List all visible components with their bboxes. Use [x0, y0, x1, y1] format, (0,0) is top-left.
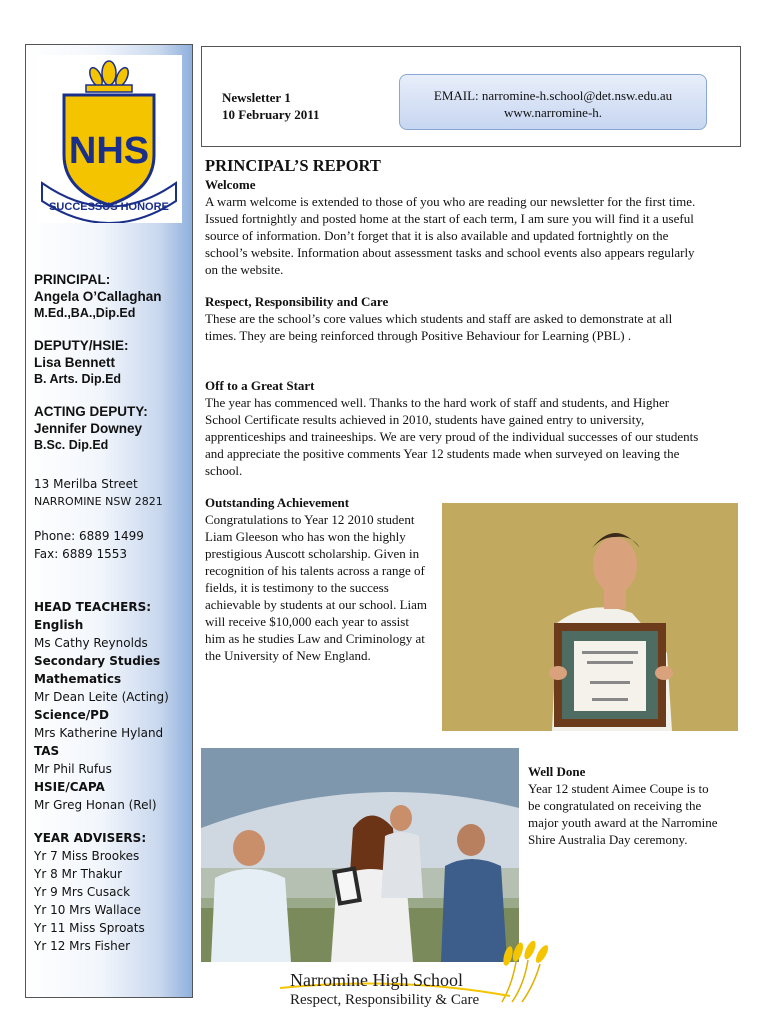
school-address [34, 475, 194, 511]
head-teacher-faculty: HSIE/CAPA [34, 780, 105, 794]
start-body: The year has commenced well. Thanks to the hard work of staff and students, and Higher School Certificate results achieved in 2010, students have gained entry to university, apprenticeships and traineeships. We are very proud of the individual successes of our students and appreciate the positive comments Year 12 students made when surveyed on leaving the school. [205, 395, 699, 478]
year-adviser-item: Yr 8 Mr Thakur [34, 867, 123, 881]
welcome-section [205, 176, 705, 278]
newsletter-header [201, 46, 741, 147]
head-teacher-name: Mrs Katherine Hyland [34, 726, 164, 740]
year-adviser-item: Yr 9 Mrs Cusack [34, 885, 131, 899]
welldone-body: Year 12 student Aimee Coupe is to be congratulated on receiving the major youth award at the Narromine Shire Australia Day ceremony. [528, 781, 718, 847]
crest-icon [36, 55, 182, 223]
deputy-quals: B. Arts. Dip.Ed [34, 372, 122, 386]
year-adviser-item: Yr 12 Mrs Fisher [34, 939, 131, 953]
deputy-heading: DEPUTY/HSIE: [34, 338, 129, 353]
principal-heading: PRINCIPAL: [34, 272, 111, 287]
school-footer-logo [280, 940, 560, 1010]
newsletter-date: 10 February 2011 [222, 107, 320, 122]
year-adviser-item: Yr 7 Miss Brookes [34, 849, 140, 863]
head-teacher-name: Mr Phil Rufus [34, 762, 112, 776]
footer-values: Respect, Responsibility & Care [290, 992, 480, 1008]
wheat-icon [502, 940, 551, 967]
acting-deputy-quals: B.Sc. Dip.Ed [34, 438, 109, 452]
year-advisers-list [34, 829, 194, 955]
staff-sidebar [25, 44, 193, 998]
crest-motto: SUCCESSUS HONORE [49, 201, 169, 213]
head-teacher-faculty: Mathematics [34, 672, 122, 686]
principal-quals: M.Ed.,BA.,Dip.Ed [34, 306, 136, 320]
welcome-heading: Welcome [205, 177, 256, 192]
phone-number: Phone: 6889 1499 [34, 529, 144, 543]
acting-deputy-block [34, 403, 194, 454]
head-teacher-name: Mr Dean Leite (Acting) [34, 690, 169, 704]
contact-box [399, 74, 707, 130]
head-teacher-faculty: Science/PD [34, 708, 109, 722]
welldone-section [528, 763, 718, 848]
contact-numbers [34, 527, 194, 563]
year-advisers-heading: YEAR ADVISERS: [34, 831, 147, 845]
address-street: 13 Merilba Street [34, 477, 138, 491]
head-teacher-name: Mr Greg Honan (Rel) [34, 798, 157, 812]
values-section [205, 293, 705, 344]
start-heading: Off to a Great Start [205, 378, 315, 393]
principal-block [34, 271, 194, 322]
website-link[interactable]: www.narromine-h. [503, 105, 603, 120]
crest-initials: NHS [68, 130, 150, 172]
head-teacher-faculty: TAS [34, 744, 60, 758]
values-body: These are the school’s core values which students and staff are asked to demonstrate at all times. They are being reinforced through Positive Behaviour for Learning (PBL) . [205, 311, 673, 343]
head-teachers-heading: HEAD TEACHERS: [34, 600, 152, 614]
deputy-block [34, 337, 194, 388]
values-heading: Respect, Responsibility and Care [205, 294, 389, 309]
achievement-heading: Outstanding Achievement [205, 495, 350, 510]
page-title: PRINCIPAL’S REPORT [205, 156, 381, 175]
newsletter-info [222, 89, 320, 123]
achievement-body: Congratulations to Year 12 2010 student Liam Gleeson who has won the highly prestigious Auscott scholarship. Given in recognition of his talents across a range of fields, it is testimony to the success achievable by students at our school. Liam will receive $10,000 each year to assist him as he studies Law and Criminology at the University of New England. [205, 512, 428, 663]
principal-name: Angela O’Callaghan [34, 289, 162, 304]
scholarship-photo [442, 503, 738, 731]
newsletter-number: Newsletter 1 [222, 90, 291, 105]
email-link[interactable]: EMAIL: narromine-h.school@det.nsw.edu.au [433, 88, 673, 103]
year-adviser-item: Yr 10 Mrs Wallace [34, 903, 141, 917]
head-teacher-name: Ms Cathy Reynolds [34, 636, 148, 650]
start-section [205, 377, 705, 479]
achievement-section [205, 494, 431, 664]
award-ceremony-photo [201, 748, 519, 962]
footer-school-name: Narromine High School [290, 970, 463, 990]
welldone-heading: Well Done [528, 764, 586, 779]
head-teacher-faculty: English [34, 618, 84, 632]
head-teachers-list [34, 598, 194, 814]
acting-deputy-heading: ACTING DEPUTY: [34, 404, 148, 419]
fax-number: Fax: 6889 1553 [34, 547, 128, 561]
acting-deputy-name: Jennifer Downey [34, 421, 143, 436]
school-crest-logo [36, 55, 182, 223]
address-town: NARROMINE NSW 2821 [34, 495, 163, 508]
deputy-name: Lisa Bennett [34, 355, 116, 370]
head-teacher-faculty: Secondary Studies [34, 654, 161, 668]
welcome-body: A warm welcome is extended to those of you who are reading our newsletter for the first time. Issued fortnightly and posted home at the start of each term, I am sure you will find it a useful source of information. Don’t forget that it is also available and updated fortnightly on the school’s website. Information about assessment tasks and school events also appears regularly on the website. [205, 194, 696, 277]
year-adviser-item: Yr 11 Miss Sproats [34, 921, 145, 935]
